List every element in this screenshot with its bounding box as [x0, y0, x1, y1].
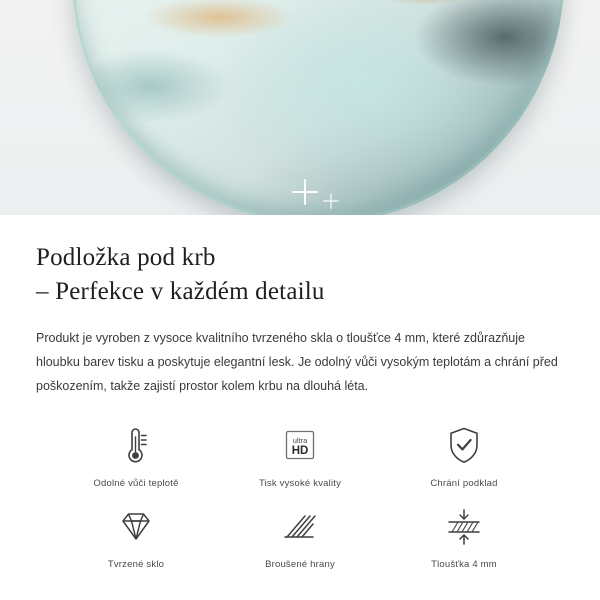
- polished-edges-icon: [280, 505, 320, 549]
- feature-item: [54, 505, 218, 570]
- feature-item: [218, 424, 382, 489]
- feature-item: [382, 505, 546, 570]
- feature-item: [54, 424, 218, 489]
- ultra-hd-icon: [280, 424, 320, 468]
- thickness-icon: [443, 505, 485, 549]
- page-title: [36, 241, 564, 308]
- feature-label: Tisk vysoké kvality: [258, 478, 342, 489]
- diamond-icon: [115, 505, 157, 549]
- thermometer-icon: [119, 424, 153, 468]
- description-paragraph: Produkt je vyroben z vysoce kvalitního tvrzeného skla o tloušťce 4 mm, které zdůrazňuje hloubku barev tisku a poskytuje elegantní lesk. Je odolný vůči vysokým teplotám a chrání před poškozením, takže zajistí prostor kolem krbu na dlouhá léta.: [36, 331, 558, 393]
- content-block: [0, 215, 600, 570]
- feature-label: Odolné vůči teplotě: [93, 478, 179, 489]
- feature-grid: [36, 424, 564, 570]
- feature-label: Tvrzené sklo: [107, 559, 165, 570]
- shield-check-icon: [445, 424, 483, 468]
- feature-item: [382, 424, 546, 489]
- feature-label: Chrání podklad: [430, 478, 498, 489]
- svg-text:HD: HD: [291, 445, 309, 457]
- headline-line-1: Podložka pod krb: [36, 244, 216, 271]
- feature-label: Tloušťka 4 mm: [431, 559, 497, 570]
- feature-label: Broušené hrany: [265, 559, 335, 570]
- svg-text:ultra: ultra: [292, 436, 308, 445]
- glass-board-image: [72, 0, 564, 215]
- headline-line-2: – Perfekce v každém detailu: [36, 277, 325, 305]
- hero-image: [0, 0, 600, 215]
- feature-item: [218, 505, 382, 570]
